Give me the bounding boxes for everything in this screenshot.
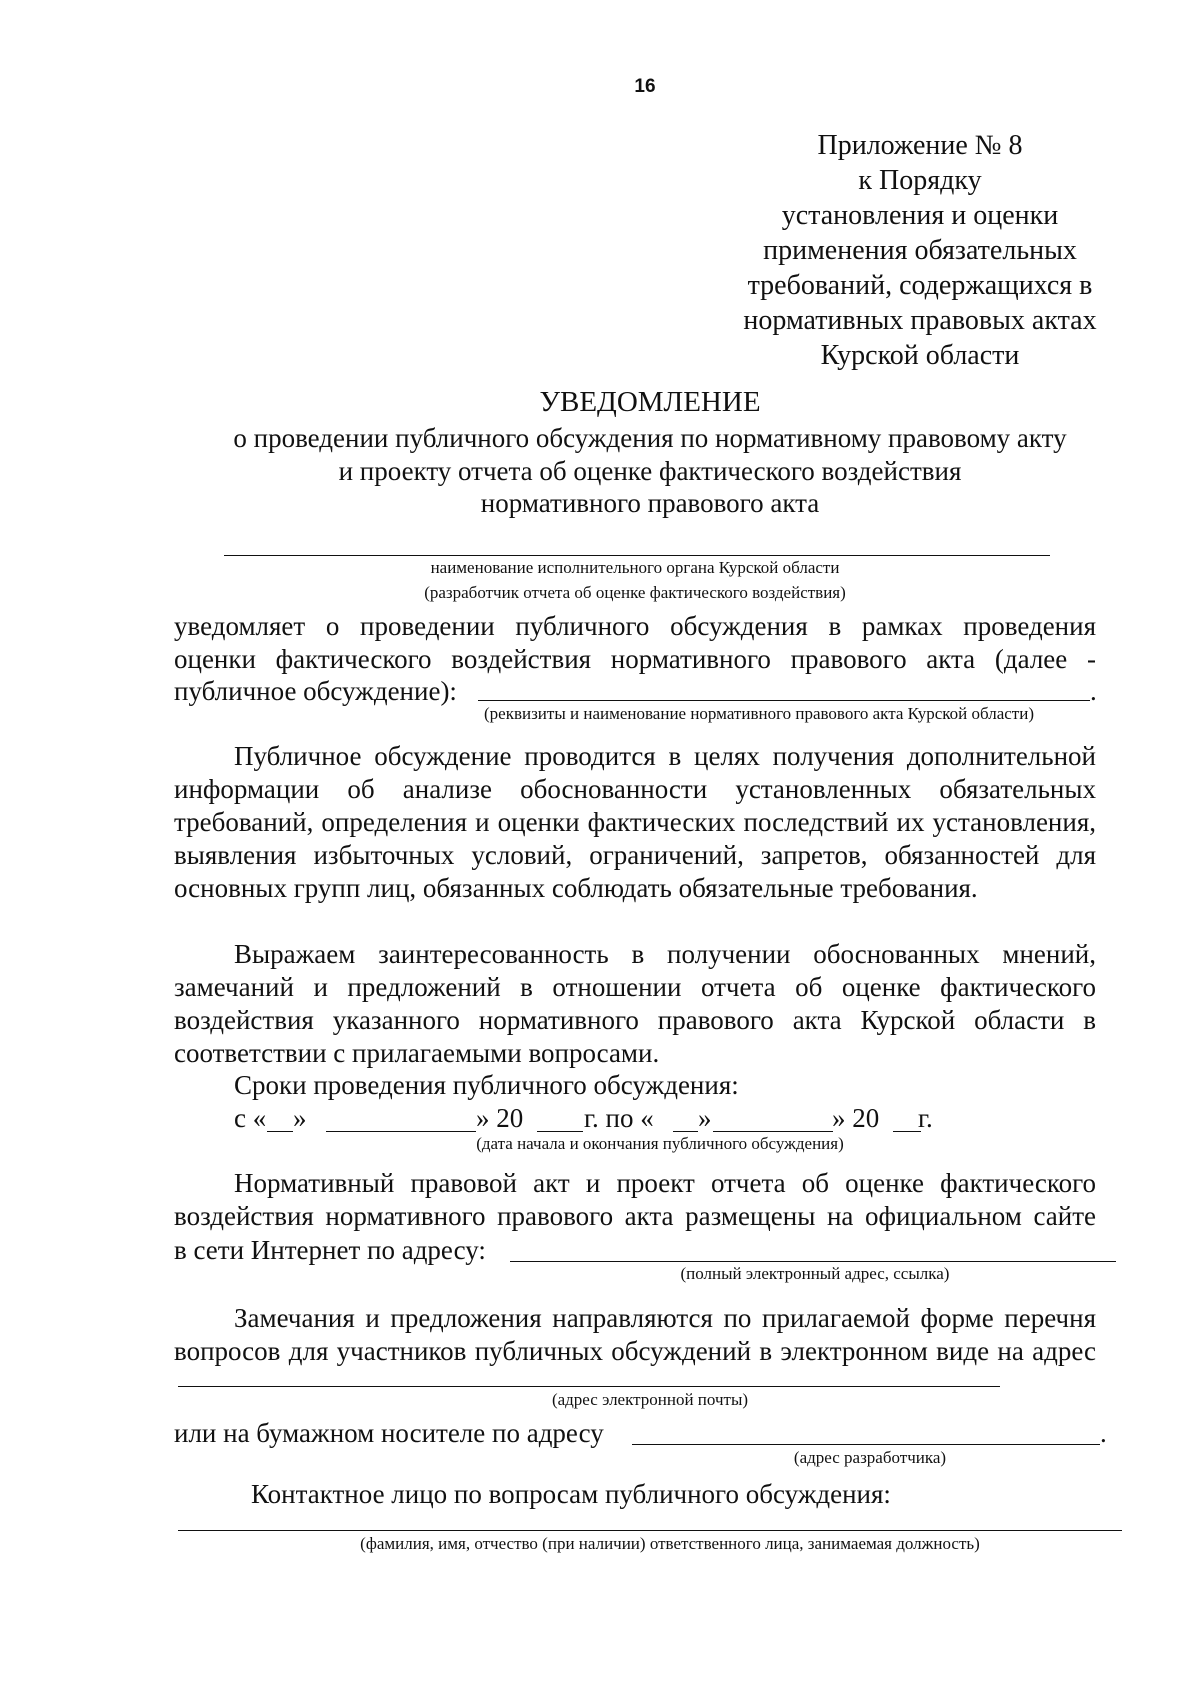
year-to-separator: г. по « <box>584 1103 654 1133</box>
site-paragraph: Нормативный правовой акт и проект отчета об оценке фактического воздействия нормативного правового акта размещены на официальном сайте <box>174 1168 1096 1231</box>
developer-address-blank <box>632 1444 1100 1445</box>
organ-developer-note: (разработчик отчета об оценке фактического воздействия) <box>424 583 846 602</box>
page-number: 16 <box>634 76 656 97</box>
site-url-blank <box>510 1261 1116 1262</box>
organ-name-blank <box>224 555 1050 556</box>
period-mark: . <box>1100 1418 1107 1448</box>
appendix-line: требований, содержащихся в <box>747 270 1093 301</box>
developer-address-note: (адрес разработчика) <box>793 1448 947 1467</box>
site-url-note: (полный электронный адрес, ссылка) <box>680 1264 950 1283</box>
notify-line: уведомляет о проведении публичного обсуждения в рамках проведения <box>174 611 1096 641</box>
email-blank <box>178 1386 1000 1387</box>
site-line-label: в сети Интернет по адресу: <box>174 1235 486 1265</box>
day-from-blank <box>267 1131 293 1132</box>
appendix-line: нормативных правовых актах <box>743 305 1097 336</box>
period-mark: . <box>1090 676 1097 706</box>
date-note: (дата начала и окончания публичного обсуждения) <box>476 1134 844 1153</box>
day-to-blank <box>673 1131 698 1132</box>
interest-paragraph: Выражаем заинтересованность в получении обоснованных мнений, замечаний и предложений в отношении отчета об оценке фактического воздействия указанного нормативного правового акта Курской области в соответствии с прилагаемыми вопросами. <box>174 939 1096 1068</box>
remarks-paragraph: Замечания и предложения направляются по прилагаемой форме перечня вопросов для участников публичных обсуждений в электронном виде на адрес <box>174 1303 1096 1366</box>
paper-line-label: или на бумажном носителе по адресу <box>174 1418 604 1448</box>
document-subtitle <box>150 422 1150 520</box>
date-quote-close: » <box>293 1103 307 1133</box>
appendix-line: Приложение № 8 <box>817 130 1023 161</box>
document-title: УВЕДОМЛЕНИЕ <box>539 386 761 418</box>
year-from-prefix: » 20 <box>476 1103 524 1133</box>
appendix-line: к Порядку <box>858 165 982 196</box>
subtitle-line: и проекту отчета об оценке фактического воздействия <box>338 455 962 486</box>
purpose-paragraph: Публичное обсуждение проводится в целях получения дополнительной информации об анализе обоснованности установленных обязательных требований, определения и оценки фактических последствий их установления, выявления избыточных условий, ограничений, запретов, обязанностей для основных групп лиц, обязанных соблюдать обязательные требования. <box>174 741 1096 903</box>
act-requisites-note: (реквизиты и наименование нормативного правового акта Курской области) <box>484 704 1034 723</box>
appendix-line: применения обязательных <box>763 235 1077 266</box>
year-end-suffix: г. <box>918 1103 933 1133</box>
year-from-blank <box>537 1131 583 1132</box>
year-to-prefix: » 20 <box>832 1103 880 1133</box>
date-quote-close: » <box>698 1103 712 1133</box>
contact-blank <box>178 1530 1122 1531</box>
contact-note: (фамилия, имя, отчество (при наличии) ответственного лица, занимаемая должность) <box>360 1534 980 1553</box>
email-note: (адрес электронной почты) <box>551 1390 749 1409</box>
act-requisites-blank <box>478 700 1090 701</box>
organ-name-note: наименование исполнительного органа Курской области <box>430 558 840 577</box>
terms-label: Сроки проведения публичного обсуждения: <box>234 1070 739 1100</box>
contact-label: Контактное лицо по вопросам публичного обсуждения: <box>251 1479 891 1509</box>
month-from-blank <box>326 1131 476 1132</box>
date-from-prefix: с « <box>234 1103 267 1133</box>
subtitle-line: нормативного правового акта <box>480 488 820 518</box>
year-to-blank <box>893 1131 921 1132</box>
notify-line: оценки фактического воздействия нормативного правового акта (далее - <box>174 644 1096 674</box>
appendix-line: Курской области <box>820 340 1020 371</box>
notify-line: публичное обсуждение): <box>174 676 457 706</box>
appendix-block <box>700 128 1140 373</box>
appendix-line: установления и оценки <box>781 200 1059 231</box>
subtitle-line: о проведении публичного обсуждения по нормативному правовому акту <box>233 423 1067 453</box>
month-to-blank <box>713 1131 833 1132</box>
